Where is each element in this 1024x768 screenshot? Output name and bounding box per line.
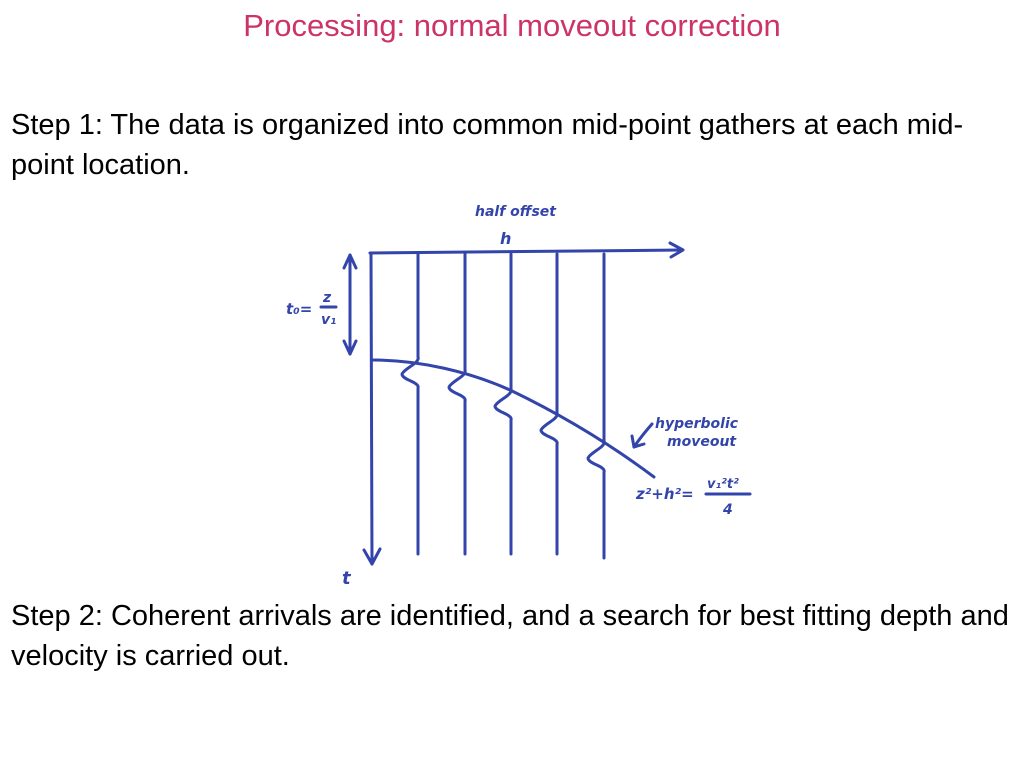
trace-4 (541, 254, 557, 554)
formula-denominator: 4 (723, 502, 733, 518)
step-1-text: Step 1: The data is organized into common mid-point gathers at each mid-point location. (11, 109, 964, 181)
formula-lhs: z²+h²= (636, 485, 694, 503)
t0-numerator: z (323, 290, 332, 306)
time-axis (371, 253, 372, 564)
trace-2 (449, 254, 465, 554)
step-2-text: Step 2: Coherent arrivals are identified, and a search for best fitting depth and velocity is carried out. (11, 600, 1009, 672)
hyperbolic-label: hyperbolic (655, 416, 739, 432)
nmo-diagram (270, 192, 770, 592)
slide-title: Processing: normal moveout correction (243, 8, 781, 43)
hyperbolic-moveout-curve (373, 360, 654, 477)
t0-label: t₀= (286, 300, 313, 318)
half-offset-label: half offset (475, 204, 556, 220)
trace-3 (495, 254, 511, 554)
trace-1 (402, 254, 418, 554)
t0-denominator: v₁ (321, 312, 337, 328)
t-axis-symbol: t (342, 568, 351, 589)
offset-axis (370, 250, 682, 253)
trace-5 (588, 254, 604, 558)
moveout-label: moveout (667, 434, 737, 450)
formula-numerator: v₁²t² (707, 477, 739, 492)
h-axis-symbol: h (500, 229, 512, 248)
